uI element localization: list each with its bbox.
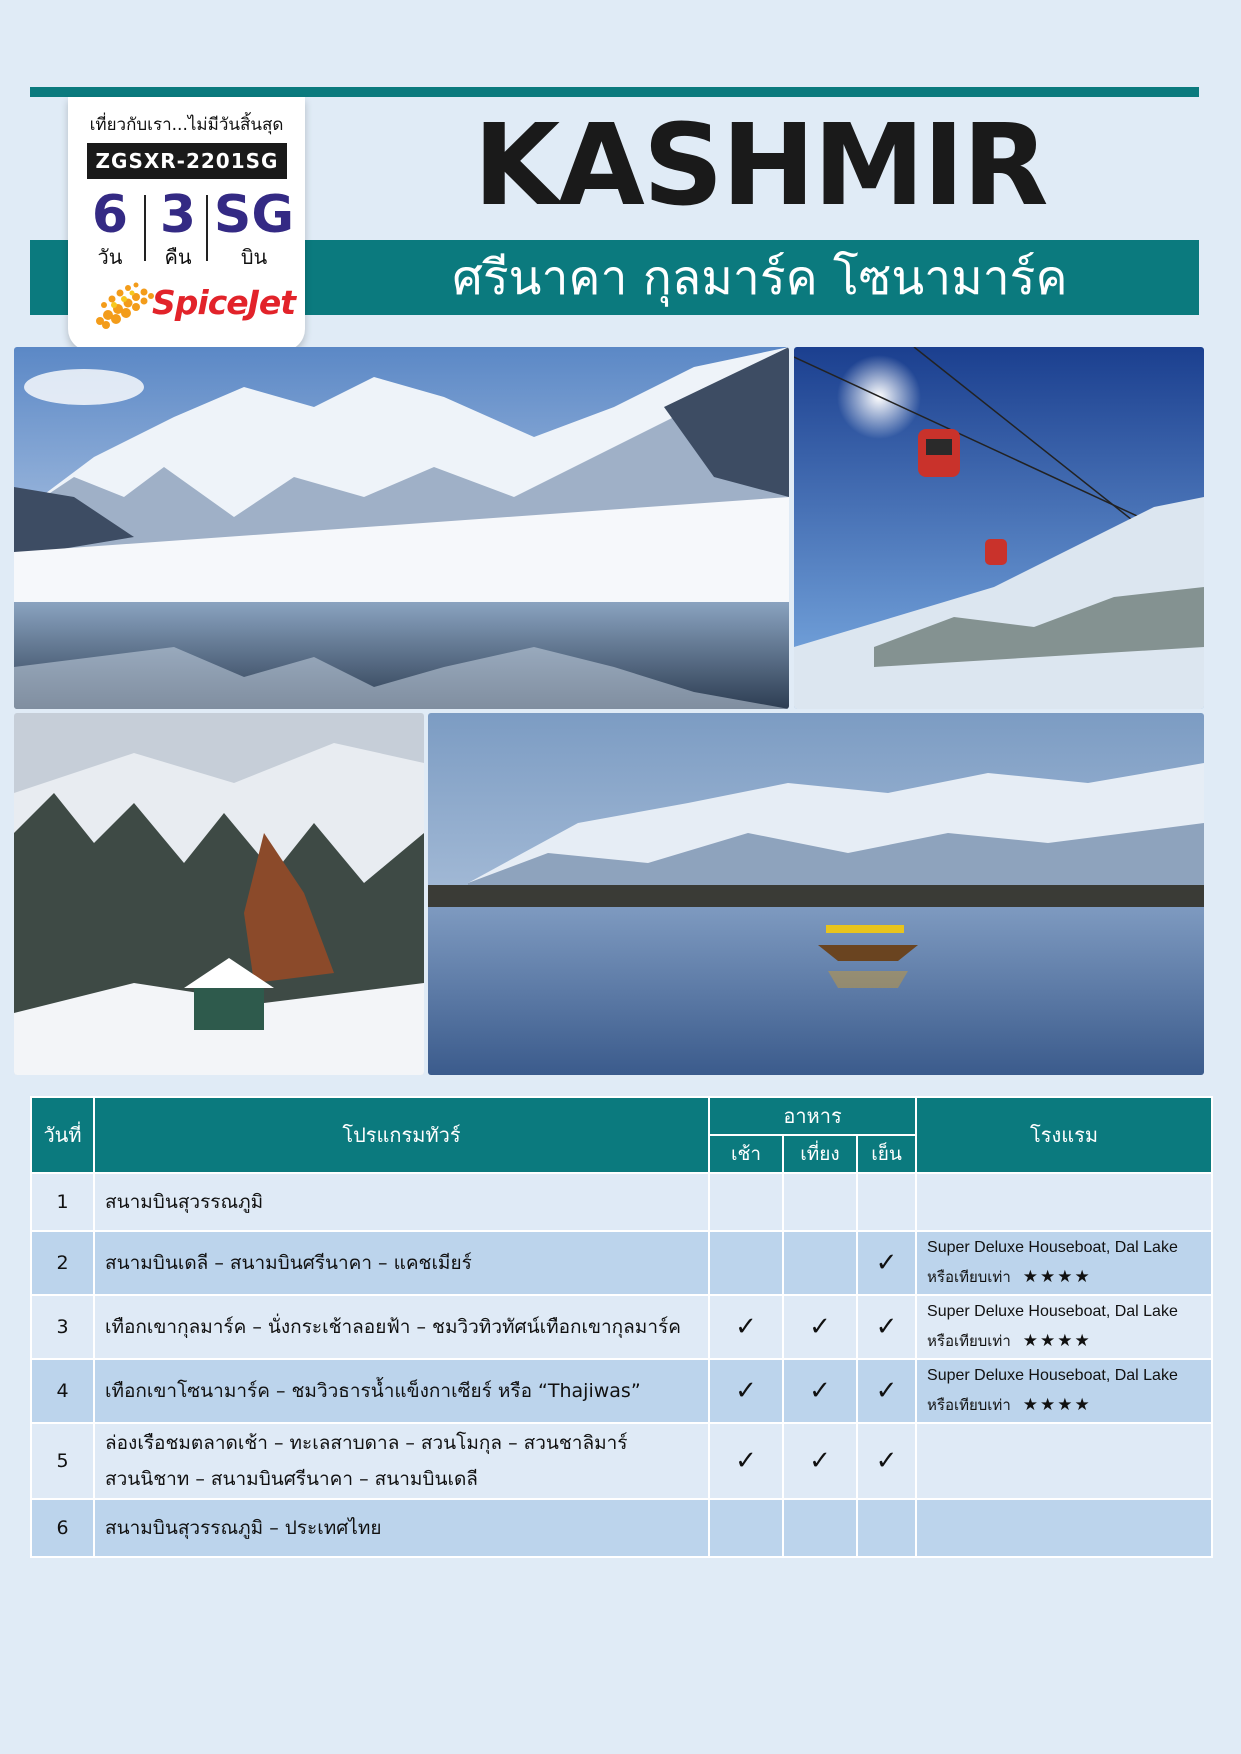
header-program: โปรแกรมทัวร์ (94, 1097, 709, 1173)
page-subtitle: ศรีนาคา กุลมาร์ค โซนามาร์ค (452, 250, 1068, 306)
lunch-check: ✓ (783, 1359, 857, 1423)
breakfast-check: ✓ (709, 1359, 783, 1423)
table-row (31, 1295, 1212, 1359)
star-rating-icon: ★★★★ (1022, 1331, 1092, 1350)
hotel-cell (916, 1295, 1212, 1359)
day-number: 1 (31, 1173, 94, 1231)
header-dinner: เย็น (857, 1135, 916, 1173)
day-number: 2 (31, 1231, 94, 1295)
hotel-cell (916, 1499, 1212, 1557)
airline-code-label: บิน (240, 245, 268, 269)
stat-divider (144, 195, 146, 261)
dinner-check: ✓ (857, 1423, 916, 1499)
program-text (94, 1173, 709, 1231)
dinner-check (857, 1499, 916, 1557)
program-line: สนามบินเดลี – สนามบินศรีนาคา – แคชเมียร์ (105, 1251, 472, 1274)
table-row (31, 1231, 1212, 1295)
header-lunch: เที่ยง (783, 1135, 857, 1173)
photo-mountain-lake (14, 347, 789, 709)
hotel-alternative: หรือเทียบเท่า (927, 1396, 1011, 1414)
hotel-cell (916, 1423, 1212, 1499)
photo-snowy-forest (14, 713, 424, 1075)
hotel-cell (916, 1173, 1212, 1231)
dinner-check (857, 1173, 916, 1231)
table-row (31, 1359, 1212, 1423)
stat-divider (206, 195, 208, 261)
dinner-check: ✓ (857, 1295, 916, 1359)
table-row (31, 1423, 1212, 1499)
spicejet-logo (90, 277, 296, 333)
tour-info-badge (68, 97, 305, 351)
header-meals: อาหาร (709, 1097, 916, 1135)
star-rating-icon: ★★★★ (1022, 1395, 1092, 1414)
breakfast-check: ✓ (709, 1295, 783, 1359)
lunch-check (783, 1499, 857, 1557)
header-day: วันที่ (31, 1097, 94, 1173)
table-row (31, 1173, 1212, 1231)
spicejet-dots-icon (90, 277, 160, 333)
hotel-name: Super Deluxe Houseboat, Dal Lake (927, 1239, 1178, 1256)
day-number: 3 (31, 1295, 94, 1359)
days-value: 6 (91, 185, 129, 245)
photo-dal-lake (428, 713, 1204, 1075)
table-row (31, 1499, 1212, 1557)
nights-value: 3 (159, 185, 197, 245)
nights-stat (148, 185, 208, 273)
hotel-name: Super Deluxe Houseboat, Dal Lake (927, 1367, 1178, 1384)
breakfast-check (709, 1173, 783, 1231)
hotel-name: Super Deluxe Houseboat, Dal Lake (927, 1303, 1178, 1320)
airline-code-stat (210, 185, 298, 273)
program-text (94, 1295, 709, 1359)
top-accent-rule (30, 87, 1199, 97)
day-number: 6 (31, 1499, 94, 1557)
airline-code-value: SG (213, 185, 295, 245)
itinerary-table (30, 1096, 1213, 1558)
lunch-check (783, 1173, 857, 1231)
program-line: สวนนิชาท – สนามบินศรีนาคา – สนามบินเดลี (105, 1468, 478, 1490)
day-number: 4 (31, 1359, 94, 1423)
hotel-cell (916, 1231, 1212, 1295)
lunch-check: ✓ (783, 1295, 857, 1359)
lunch-check: ✓ (783, 1423, 857, 1499)
program-text (94, 1359, 709, 1423)
breakfast-check (709, 1231, 783, 1295)
nights-label: คืน (164, 245, 192, 269)
program-line: เทือกเขากุลมาร์ค – นั่งกระเช้าลอยฟ้า – ชมวิวทิวทัศน์เทือกเขากุลมาร์ค (105, 1315, 681, 1338)
tour-code: ZGSXR-2201SG (87, 143, 287, 179)
breakfast-check: ✓ (709, 1423, 783, 1499)
days-stat (80, 185, 140, 273)
program-line: เทือกเขาโซนามาร์ค – ชมวิวธารน้ำแข็งกาเซียร์ หรือ “Thajiwas” (105, 1379, 641, 1402)
dinner-check: ✓ (857, 1231, 916, 1295)
program-line: ล่องเรือชมตลาดเช้า – ทะเลสาบดาล – สวนโมกุล – สวนชาลิมาร์ (105, 1431, 628, 1454)
hotel-alternative: หรือเทียบเท่า (927, 1268, 1011, 1286)
program-text (94, 1423, 709, 1499)
program-text (94, 1499, 709, 1557)
days-label: วัน (97, 245, 123, 269)
hotel-alternative: หรือเทียบเท่า (927, 1332, 1011, 1350)
dinner-check: ✓ (857, 1359, 916, 1423)
photo-gondola (794, 347, 1204, 709)
airline-name: SpiceJet (152, 283, 296, 322)
breakfast-check (709, 1499, 783, 1557)
page-title: KASHMIR (473, 101, 1047, 231)
trip-stats (78, 185, 298, 269)
program-text (94, 1231, 709, 1295)
program-line: สนามบินสุวรรณภูมิ (105, 1190, 264, 1213)
header-breakfast: เช้า (709, 1135, 783, 1173)
day-number: 5 (31, 1423, 94, 1499)
program-line: สนามบินสุวรรณภูมิ – ประเทศไทย (105, 1516, 382, 1539)
star-rating-icon: ★★★★ (1022, 1267, 1092, 1286)
hotel-cell (916, 1359, 1212, 1423)
lunch-check (783, 1231, 857, 1295)
header-hotel: โรงแรม (916, 1097, 1212, 1173)
badge-tagline: เที่ยวกับเรา...ไม่มีวันสิ้นสุด (89, 115, 284, 135)
